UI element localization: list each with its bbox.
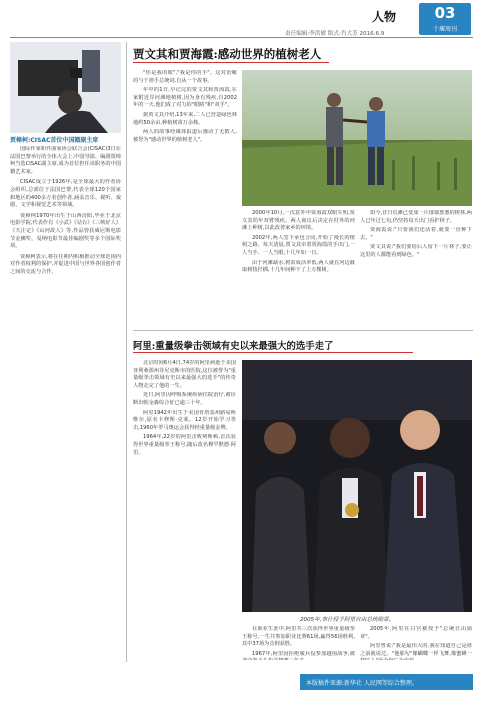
column-divider bbox=[126, 42, 127, 662]
weekly-label: 十堰周刊 bbox=[432, 26, 457, 33]
bottom-col-2 bbox=[242, 626, 355, 660]
top-article-headline: 贾文其和贾海霞:感动世界的植树老人 bbox=[133, 47, 322, 61]
photo-caption: 2005年,布什授予阿里自由总统勋章。 bbox=[300, 617, 395, 623]
editor-line: 责任编辑:李洪敏 版式:肖大芳 2016.6.9 bbox=[285, 31, 385, 37]
bottom-paragraph: 在职业生涯中,阿里共三次获得世界重量级拳王称号,一生共参加职业比赛61场,赢得56场胜利,其中37场为击倒获胜。 bbox=[242, 626, 355, 648]
left-paragraph: 国际作家和作曲家协会联合会(CISAC)3日在法国巴黎举行的全体大会上,中国导演、编剧贾樟柯当选CISAC副主席,成为首位担任该职务的中国籍艺术家。 bbox=[10, 146, 121, 175]
bottom-col-1 bbox=[133, 360, 236, 656]
ali-bush-photo bbox=[242, 360, 472, 612]
top-paragraph: 贾海霞说:"只要我们还活着,就要一直种下去。" bbox=[360, 227, 472, 241]
bottom-paragraph: 北京时间6月4日,74岁的阿里病逝于美国亚利桑那州菲尼克斯市的医院,这位被誉为"重量级拳击领域有史以来最强大的选手"的传奇人物走完了他的一生。 bbox=[133, 360, 236, 389]
left-paragraph: 贾樟柯1970年出生于山西汾阳,毕业于北京电影学院,代表作有《小武》《站台》《三峡好人》《天注定》《山河故人》等,作品曾获威尼斯电影节金狮奖、戛纳电影节最佳编剧奖等多个国际奖项。 bbox=[10, 212, 121, 250]
article-divider bbox=[133, 330, 473, 331]
bottom-paragraph: 阿里1942年出生于美国肯塔基州路易斯维尔,原名卡修斯·克莱。12岁开始学习拳击,1960年罗马奥运会获得轻重量级金牌。 bbox=[133, 409, 236, 431]
headline-underline bbox=[133, 62, 329, 63]
tree-planters-photo bbox=[242, 70, 472, 206]
bottom-paragraph: 近日,阿里因呼吸系统疾病住院治疗,被诊断出帕金森综合征已逾三十年。 bbox=[133, 392, 236, 406]
page-number-box bbox=[419, 3, 471, 35]
left-paragraph: CISAC成立于1926年,是全球最大的作者协会组织,总部位于法国巴黎,代表全球120个国家和地区的400多万名创作者,涵盖音乐、视听、戏剧、文学和视觉艺术等领域。 bbox=[10, 179, 121, 209]
top-paragraph: 2002年,两人签下承包合同,开始了漫长的植树之路。每天清晨,贾文其牵着贾海霞的手出门,一人当手、一人当眼,十几年如一日。 bbox=[242, 234, 355, 256]
headline-underline bbox=[133, 352, 413, 353]
top-paragraph: 据贾文其介绍,13年来,二人已营造绿色林地约50余亩,种植树苗万余株。 bbox=[133, 111, 237, 126]
top-paragraph: "你是我的眼","我是你的手"。这对治瘫的与千禧手总统词,自从一个故事。 bbox=[133, 70, 237, 84]
jia-zhangke-photo bbox=[10, 42, 121, 133]
footer-bar bbox=[300, 674, 473, 690]
top-col-1 bbox=[133, 70, 237, 324]
bottom-paragraph: 1967年,阿里因拒绝服兵役参加越南战争,被 bbox=[252, 650, 355, 657]
footer-note: 本版稿件来源:新华社 人民网等综合整理。 bbox=[306, 680, 418, 687]
top-paragraph: 由于河滩缺水,树苗成活率低,两人就在河边截取树枝扦插,十几年间种下了上万棵树。 bbox=[242, 259, 355, 274]
bottom-paragraph: 2005年,阿里在白宫被授予"总统自由勋章"。 bbox=[360, 626, 472, 640]
top-paragraph: 2000年10月,一次意外中贾海霞双眼失明,贾文其幼年双臂残疾。两人商议后决定在村外的河滩上种树,以此改善家乡的环境。 bbox=[242, 210, 355, 232]
top-paragraph: 如今,昔日荒滩已变成一片郁郁葱葱的树林,两人已年过七旬,仍坚持每天出门看护林子。 bbox=[360, 210, 472, 224]
bottom-col-3 bbox=[360, 626, 472, 660]
top-paragraph: 两人的故事经媒体报道后感动了无数人,被誉为"感动世界的植树老人"。 bbox=[133, 129, 237, 143]
masthead bbox=[0, 0, 483, 40]
left-paragraph: 贾樟柯表示,将在任期内积极推动全球范围内对作者权利的保护,并促进中国与世界各国创作者之间的交流与合作。 bbox=[10, 253, 121, 275]
top-col-3 bbox=[360, 210, 472, 324]
bottom-paragraph: 阿里曾说:"我是最伟大的,我在知道自己是谁之前就说过。"他那句"像蝴蝶一样飞舞,像蜜蜂一 bbox=[360, 643, 472, 657]
left-column-body bbox=[10, 146, 121, 658]
top-col-2 bbox=[242, 210, 355, 324]
bottom-paragraph: 1964年,22岁的阿里击败利斯顿,首次获得世界重量级拳王称号,随后改名穆罕默德·阿里。 bbox=[133, 434, 236, 456]
section-title: 人物 bbox=[372, 10, 397, 24]
top-paragraph: 贾文其说:"我们要给后人留下一片林子,要让这里的人都能看到绿色。" bbox=[360, 244, 472, 258]
photo-caption-name: 贾樟柯:CISAC首位中国籍副主席 bbox=[10, 137, 99, 144]
masthead-rule bbox=[10, 37, 473, 38]
page-number: 03 bbox=[434, 4, 456, 22]
top-paragraph: 年中的1日,早记完的贾文其和贾海霞,在家附近岸河滩地植树,因为身有残疾,自2002年的一天,他们成了对力的"眼睛"和"双手"。 bbox=[133, 87, 237, 109]
bottom-article-headline: 阿里:重量级拳击领域有史以来最强大的选手走了 bbox=[133, 341, 334, 352]
